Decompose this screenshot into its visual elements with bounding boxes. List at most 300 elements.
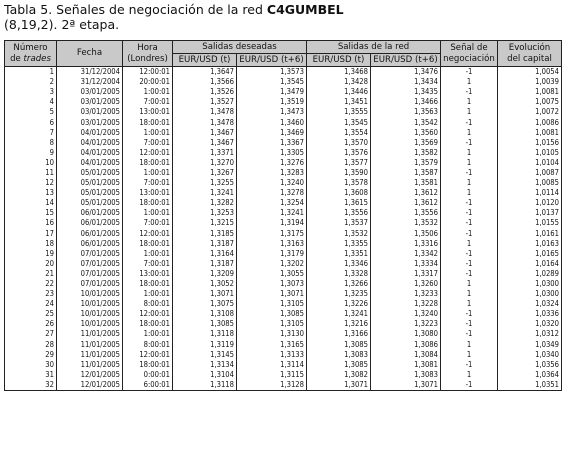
header-senal [441, 41, 498, 67]
cell-desired-t6: 1,3254 [237, 198, 307, 208]
table-row [5, 299, 562, 309]
cell-desired-t6: 1,3276 [237, 158, 307, 168]
cell-trade-number: 5 [5, 107, 57, 117]
header-red-eur-t6: EUR/USD (t+6) [371, 54, 441, 67]
header-senal-label: Señal de [450, 42, 488, 53]
cell-trade-number: 4 [5, 97, 57, 107]
cell-network-t: 1,3468 [307, 67, 371, 78]
cell-desired-t: 1,3134 [173, 360, 237, 370]
cell-signal: -1 [441, 269, 498, 279]
table-row [5, 178, 562, 188]
cell-signal: 1 [441, 97, 498, 107]
cell-signal: 1 [441, 188, 498, 198]
table-row [5, 360, 562, 370]
cell-signal: 1 [441, 107, 498, 117]
cell-trade-number: 31 [5, 370, 57, 380]
cell-time: 1:00:01 [123, 208, 173, 218]
cell-signal: -1 [441, 360, 498, 370]
cell-desired-t6: 1,3130 [237, 329, 307, 339]
cell-capital: 1,0081 [498, 128, 562, 138]
cell-desired-t: 1,3527 [173, 97, 237, 107]
cell-date: 05/01/2005 [57, 178, 123, 188]
cell-desired-t6: 1,3519 [237, 97, 307, 107]
cell-desired-t6: 1,3105 [237, 299, 307, 309]
cell-signal: -1 [441, 117, 498, 127]
cell-signal: 1 [441, 299, 498, 309]
table-row [5, 77, 562, 87]
cell-time: 1:00:01 [123, 329, 173, 339]
table-row [5, 239, 562, 249]
cell-time: 1:00:01 [123, 87, 173, 97]
cell-network-t6: 1,3563 [371, 107, 441, 117]
cell-desired-t: 1,3255 [173, 178, 237, 188]
cell-time: 18:00:01 [123, 319, 173, 329]
table-row [5, 279, 562, 289]
cell-time: 18:00:01 [123, 279, 173, 289]
cell-trade-number: 22 [5, 279, 57, 289]
cell-desired-t6: 1,3283 [237, 168, 307, 178]
table-row [5, 128, 562, 138]
header-red-eur-t: EUR/USD (t) [307, 54, 371, 67]
cell-network-t6: 1,3560 [371, 128, 441, 138]
cell-capital: 1,0081 [498, 87, 562, 97]
cell-capital: 1,0340 [498, 350, 562, 360]
cell-time: 18:00:01 [123, 117, 173, 127]
cell-signal: 1 [441, 279, 498, 289]
cell-network-t: 1,3537 [307, 218, 371, 228]
cell-capital: 1,0349 [498, 340, 562, 350]
cell-desired-t6: 1,3165 [237, 340, 307, 350]
cell-signal: 1 [441, 350, 498, 360]
cell-network-t6: 1,3071 [371, 380, 441, 391]
cell-desired-t6: 1,3367 [237, 138, 307, 148]
cell-network-t: 1,3615 [307, 198, 371, 208]
cell-capital: 1,0165 [498, 249, 562, 259]
cell-date: 07/01/2005 [57, 249, 123, 259]
cell-trade-number: 26 [5, 319, 57, 329]
cell-network-t: 1,3166 [307, 329, 371, 339]
cell-desired-t: 1,3071 [173, 289, 237, 299]
cell-desired-t6: 1,3473 [237, 107, 307, 117]
cell-time: 0:00:01 [123, 370, 173, 380]
cell-desired-t: 1,3145 [173, 350, 237, 360]
cell-network-t: 1,3266 [307, 279, 371, 289]
cell-date: 06/01/2005 [57, 218, 123, 228]
cell-network-t6: 1,3240 [371, 309, 441, 319]
cell-desired-t: 1,3267 [173, 168, 237, 178]
caption-subtitle: (8,19,2). 2ª etapa. [4, 17, 120, 32]
cell-trade-number: 14 [5, 198, 57, 208]
table-row [5, 249, 562, 259]
header-deseadas-eur-t: EUR/USD (t) [173, 54, 237, 67]
cell-signal: -1 [441, 87, 498, 97]
cell-desired-t: 1,3282 [173, 198, 237, 208]
cell-date: 06/01/2005 [57, 239, 123, 249]
cell-desired-t: 1,3118 [173, 329, 237, 339]
table-row [5, 350, 562, 360]
header-negociacion: negociación [443, 53, 495, 64]
cell-trade-number: 21 [5, 269, 57, 279]
cell-trade-number: 3 [5, 87, 57, 97]
cell-desired-t6: 1,3073 [237, 279, 307, 289]
cell-network-t: 1,3576 [307, 148, 371, 158]
cell-trade-number: 29 [5, 350, 57, 360]
cell-desired-t: 1,3119 [173, 340, 237, 350]
cell-capital: 1,0300 [498, 289, 562, 299]
cell-desired-t: 1,3253 [173, 208, 237, 218]
cell-desired-t6: 1,3240 [237, 178, 307, 188]
cell-network-t: 1,3578 [307, 178, 371, 188]
header-evolucion [498, 41, 562, 67]
cell-trade-number: 11 [5, 168, 57, 178]
cell-time: 1:00:01 [123, 249, 173, 259]
cell-network-t6: 1,3083 [371, 370, 441, 380]
cell-date: 07/01/2005 [57, 259, 123, 269]
cell-date: 11/01/2005 [57, 350, 123, 360]
cell-time: 13:00:01 [123, 107, 173, 117]
cell-trade-number: 8 [5, 138, 57, 148]
cell-capital: 1,0163 [498, 239, 562, 249]
cell-desired-t6: 1,3469 [237, 128, 307, 138]
cell-desired-t: 1,3118 [173, 380, 237, 391]
cell-date: 03/01/2005 [57, 117, 123, 127]
cell-desired-t6: 1,3545 [237, 77, 307, 87]
cell-network-t6: 1,3569 [371, 138, 441, 148]
cell-trade-number: 10 [5, 158, 57, 168]
cell-network-t: 1,3577 [307, 158, 371, 168]
cell-capital: 1,0075 [498, 97, 562, 107]
cell-time: 1:00:01 [123, 168, 173, 178]
table-row [5, 148, 562, 158]
header-de: de [10, 53, 24, 64]
cell-signal: 1 [441, 77, 498, 87]
cell-network-t6: 1,3532 [371, 218, 441, 228]
cell-time: 7:00:01 [123, 259, 173, 269]
cell-signal: 1 [441, 158, 498, 168]
cell-signal: -1 [441, 249, 498, 259]
cell-network-t: 1,3570 [307, 138, 371, 148]
table-row [5, 269, 562, 279]
cell-trade-number: 7 [5, 128, 57, 138]
cell-signal: -1 [441, 208, 498, 218]
cell-network-t6: 1,3556 [371, 208, 441, 218]
cell-capital: 1,0072 [498, 107, 562, 117]
cell-network-t: 1,3241 [307, 309, 371, 319]
cell-capital: 1,0164 [498, 259, 562, 269]
cell-date: 10/01/2005 [57, 289, 123, 299]
cell-network-t: 1,3532 [307, 229, 371, 239]
cell-time: 7:00:01 [123, 97, 173, 107]
cell-network-t: 1,3555 [307, 107, 371, 117]
cell-date: 04/01/2005 [57, 138, 123, 148]
table-row [5, 87, 562, 97]
cell-trade-number: 2 [5, 77, 57, 87]
cell-time: 6:00:01 [123, 380, 173, 391]
cell-date: 07/01/2005 [57, 269, 123, 279]
cell-date: 10/01/2005 [57, 309, 123, 319]
cell-network-t6: 1,3434 [371, 77, 441, 87]
cell-network-t: 1,3085 [307, 360, 371, 370]
cell-network-t: 1,3226 [307, 299, 371, 309]
cell-desired-t6: 1,3202 [237, 259, 307, 269]
cell-network-t: 1,3554 [307, 128, 371, 138]
cell-network-t6: 1,3317 [371, 269, 441, 279]
cell-network-t6: 1,3316 [371, 239, 441, 249]
cell-network-t6: 1,3579 [371, 158, 441, 168]
cell-time: 12:00:01 [123, 309, 173, 319]
cell-signal: -1 [441, 309, 498, 319]
cell-date: 06/01/2005 [57, 229, 123, 239]
cell-desired-t: 1,3467 [173, 138, 237, 148]
cell-date: 05/01/2005 [57, 198, 123, 208]
table-row [5, 319, 562, 329]
cell-time: 1:00:01 [123, 289, 173, 299]
cell-network-t: 1,3071 [307, 380, 371, 391]
cell-network-t6: 1,3476 [371, 67, 441, 78]
cell-network-t6: 1,3581 [371, 178, 441, 188]
table-row [5, 168, 562, 178]
cell-network-t: 1,3235 [307, 289, 371, 299]
cell-network-t: 1,3556 [307, 208, 371, 218]
cell-desired-t: 1,3209 [173, 269, 237, 279]
cell-signal: 1 [441, 370, 498, 380]
cell-desired-t6: 1,3128 [237, 380, 307, 391]
cell-network-t: 1,3590 [307, 168, 371, 178]
table-row [5, 67, 562, 78]
cell-network-t6: 1,3223 [371, 319, 441, 329]
cell-desired-t6: 1,3085 [237, 309, 307, 319]
cell-capital: 1,0114 [498, 188, 562, 198]
cell-date: 10/01/2005 [57, 319, 123, 329]
cell-capital: 1,0364 [498, 370, 562, 380]
cell-trade-number: 16 [5, 218, 57, 228]
cell-desired-t6: 1,3479 [237, 87, 307, 97]
cell-signal: -1 [441, 380, 498, 391]
cell-capital: 1,0039 [498, 77, 562, 87]
cell-capital: 1,0300 [498, 279, 562, 289]
table-row [5, 188, 562, 198]
cell-network-t6: 1,3081 [371, 360, 441, 370]
cell-capital: 1,0086 [498, 117, 562, 127]
cell-trade-number: 9 [5, 148, 57, 158]
cell-time: 18:00:01 [123, 158, 173, 168]
cell-desired-t: 1,3075 [173, 299, 237, 309]
cell-date: 04/01/2005 [57, 158, 123, 168]
cell-time: 8:00:01 [123, 299, 173, 309]
cell-date: 11/01/2005 [57, 360, 123, 370]
header-hora-label: Hora [137, 42, 158, 53]
header-trades: trades [23, 53, 51, 64]
cell-desired-t: 1,3104 [173, 370, 237, 380]
table-row [5, 380, 562, 391]
table-row [5, 218, 562, 228]
cell-date: 10/01/2005 [57, 299, 123, 309]
header-hora [123, 41, 173, 67]
cell-time: 20:00:01 [123, 77, 173, 87]
table-row [5, 107, 562, 117]
cell-desired-t6: 1,3573 [237, 67, 307, 78]
cell-network-t: 1,3216 [307, 319, 371, 329]
cell-desired-t: 1,3108 [173, 309, 237, 319]
header-evolucion-label: Evolución [508, 42, 551, 53]
cell-network-t6: 1,3233 [371, 289, 441, 299]
cell-trade-number: 23 [5, 289, 57, 299]
cell-date: 04/01/2005 [57, 148, 123, 158]
table-row [5, 158, 562, 168]
cell-desired-t6: 1,3179 [237, 249, 307, 259]
cell-trade-number: 1 [5, 67, 57, 78]
table-row [5, 309, 562, 319]
header-fecha: Fecha [57, 41, 123, 67]
table-row [5, 138, 562, 148]
cell-capital: 1,0320 [498, 319, 562, 329]
cell-network-t6: 1,3506 [371, 229, 441, 239]
cell-network-t: 1,3328 [307, 269, 371, 279]
cell-network-t6: 1,3542 [371, 117, 441, 127]
cell-time: 12:00:01 [123, 67, 173, 78]
cell-capital: 1,0161 [498, 229, 562, 239]
cell-network-t6: 1,3587 [371, 168, 441, 178]
cell-network-t: 1,3608 [307, 188, 371, 198]
cell-time: 1:00:01 [123, 128, 173, 138]
header-londres: (Londres) [127, 53, 168, 64]
cell-signal: -1 [441, 329, 498, 339]
table-row [5, 289, 562, 299]
cell-network-t6: 1,3582 [371, 148, 441, 158]
table-row [5, 229, 562, 239]
cell-trade-number: 6 [5, 117, 57, 127]
header-numero-trades [5, 41, 57, 67]
cell-desired-t6: 1,3175 [237, 229, 307, 239]
cell-capital: 1,0351 [498, 380, 562, 391]
cell-time: 8:00:01 [123, 340, 173, 350]
cell-date: 04/01/2005 [57, 128, 123, 138]
cell-network-t: 1,3545 [307, 117, 371, 127]
cell-network-t6: 1,3435 [371, 87, 441, 97]
cell-time: 18:00:01 [123, 360, 173, 370]
cell-network-t: 1,3083 [307, 350, 371, 360]
cell-time: 13:00:01 [123, 269, 173, 279]
cell-time: 18:00:01 [123, 239, 173, 249]
cell-signal: -1 [441, 259, 498, 269]
cell-desired-t: 1,3371 [173, 148, 237, 158]
cell-network-t6: 1,3228 [371, 299, 441, 309]
cell-desired-t: 1,3467 [173, 128, 237, 138]
cell-time: 12:00:01 [123, 350, 173, 360]
cell-date: 05/01/2005 [57, 168, 123, 178]
table-row [5, 117, 562, 127]
cell-trade-number: 27 [5, 329, 57, 339]
cell-network-t: 1,3428 [307, 77, 371, 87]
cell-desired-t6: 1,3194 [237, 218, 307, 228]
cell-desired-t: 1,3478 [173, 107, 237, 117]
table-row [5, 259, 562, 269]
cell-signal: -1 [441, 229, 498, 239]
cell-date: 07/01/2005 [57, 279, 123, 289]
cell-desired-t6: 1,3115 [237, 370, 307, 380]
cell-trade-number: 18 [5, 239, 57, 249]
table-row [5, 329, 562, 339]
cell-capital: 1,0104 [498, 158, 562, 168]
cell-desired-t6: 1,3071 [237, 289, 307, 299]
cell-signal: 1 [441, 178, 498, 188]
cell-network-t: 1,3351 [307, 249, 371, 259]
table-row [5, 97, 562, 107]
cell-desired-t: 1,3478 [173, 117, 237, 127]
cell-capital: 1,0156 [498, 138, 562, 148]
cell-network-t: 1,3085 [307, 340, 371, 350]
cell-network-t6: 1,3612 [371, 198, 441, 208]
cell-signal: -1 [441, 138, 498, 148]
cell-desired-t: 1,3526 [173, 87, 237, 97]
cell-desired-t: 1,3164 [173, 249, 237, 259]
cell-network-t6: 1,3260 [371, 279, 441, 289]
cell-desired-t6: 1,3460 [237, 117, 307, 127]
cell-network-t: 1,3346 [307, 259, 371, 269]
cell-network-t: 1,3446 [307, 87, 371, 97]
cell-desired-t: 1,3187 [173, 239, 237, 249]
cell-trade-number: 20 [5, 259, 57, 269]
cell-desired-t: 1,3085 [173, 319, 237, 329]
cell-trade-number: 13 [5, 188, 57, 198]
header-numero: Número [13, 42, 48, 53]
cell-date: 03/01/2005 [57, 107, 123, 117]
cell-trade-number: 15 [5, 208, 57, 218]
cell-desired-t: 1,3187 [173, 259, 237, 269]
table-body [5, 67, 562, 391]
trading-signals-table [4, 40, 562, 391]
cell-capital: 1,0054 [498, 67, 562, 78]
cell-desired-t6: 1,3241 [237, 208, 307, 218]
header-salidas-deseadas: Salidas deseadas [173, 41, 307, 54]
cell-capital: 1,0324 [498, 299, 562, 309]
cell-signal: -1 [441, 319, 498, 329]
cell-network-t6: 1,3342 [371, 249, 441, 259]
cell-capital: 1,0120 [498, 198, 562, 208]
table-row [5, 198, 562, 208]
cell-date: 05/01/2005 [57, 188, 123, 198]
cell-capital: 1,0289 [498, 269, 562, 279]
table-row [5, 208, 562, 218]
cell-desired-t: 1,3215 [173, 218, 237, 228]
caption-network-name: C4GUMBEL [266, 2, 344, 17]
cell-time: 12:00:01 [123, 148, 173, 158]
header-salidas-red: Salidas de la red [307, 41, 441, 54]
cell-time: 13:00:01 [123, 188, 173, 198]
cell-capital: 1,0356 [498, 360, 562, 370]
cell-trade-number: 12 [5, 178, 57, 188]
cell-capital: 1,0336 [498, 309, 562, 319]
cell-signal: -1 [441, 67, 498, 78]
cell-network-t: 1,3082 [307, 370, 371, 380]
cell-signal: 1 [441, 289, 498, 299]
cell-date: 31/12/2004 [57, 67, 123, 78]
table-row [5, 370, 562, 380]
cell-network-t6: 1,3080 [371, 329, 441, 339]
cell-signal: 1 [441, 128, 498, 138]
cell-network-t6: 1,3466 [371, 97, 441, 107]
cell-time: 12:00:01 [123, 229, 173, 239]
cell-signal: 1 [441, 340, 498, 350]
cell-capital: 1,0137 [498, 208, 562, 218]
cell-desired-t6: 1,3163 [237, 239, 307, 249]
cell-time: 7:00:01 [123, 178, 173, 188]
cell-capital: 1,0155 [498, 218, 562, 228]
cell-time: 7:00:01 [123, 218, 173, 228]
cell-desired-t: 1,3270 [173, 158, 237, 168]
cell-trade-number: 30 [5, 360, 57, 370]
cell-desired-t: 1,3052 [173, 279, 237, 289]
